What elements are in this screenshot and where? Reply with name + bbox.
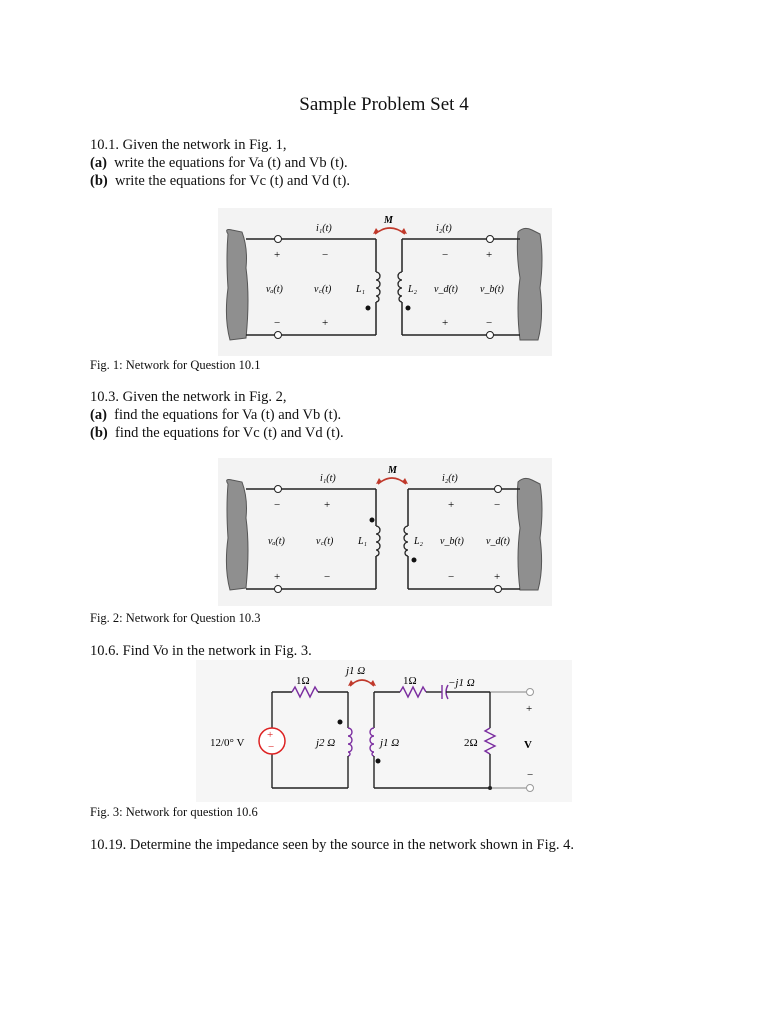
fig3-source-minus: − [268,741,275,753]
figure-3-caption: Fig. 3: Network for question 10.6 [90,805,258,819]
part-b-text: write the equations for Vc (t) and Vd (t). [114,173,351,189]
fig2-vb-label: v_b(t) [440,536,464,547]
fig2-M-label: M [388,465,397,476]
fig1-vc-label: v꜀(t) [314,284,332,295]
fig1-i1-label: i₁(t) [316,223,332,234]
fig3-l2-label: j1 Ω [380,737,400,749]
question-10-3-part-a [90,406,341,424]
fig2-plus-top-mid: + [324,499,331,511]
fig2-minus-top-right: − [494,499,501,511]
fig3-source-plus: + [267,729,274,741]
fig1-M-label: M [384,215,393,226]
part-a-label: (a) [90,155,107,171]
fig1-i2-label: i₂(t) [436,223,452,234]
fig3-vo-minus: − [527,769,534,781]
fig1-plus-bot-mid: + [322,317,329,329]
fig3-cap-label: −j1 Ω [448,677,475,689]
fig2-va-label: vₐ(t) [268,536,285,547]
question-10-6: 10.6. Find Vo in the network in Fig. 3. [90,643,312,659]
fig2-vc-label: v꜀(t) [316,536,334,547]
fig1-L1-label: L₁ [356,284,366,295]
question-10-19: 10.19. Determine the impedance seen by the source in the network shown in Fig. 4. [90,837,575,853]
fig1-vd-label: v_d(t) [434,284,458,295]
fig3-r2-label: 1Ω [403,675,417,687]
question-10-1-part-b [90,172,350,190]
fig2-vd-label: v_d(t) [486,536,510,547]
fig2-L2-label: L₂ [414,536,424,547]
part-a-label: (a) [90,407,107,423]
fig2-plus-top-mid2: + [448,499,455,511]
fig2-i2-label: i₂(t) [442,473,458,484]
part-b-label: (b) [90,173,108,189]
fig2-L1-label: L₁ [358,536,368,547]
fig2-minus-top-left: − [274,499,281,511]
fig3-r3-label: 2Ω [464,737,478,749]
fig3-mutual-label: j1 Ω [346,665,366,677]
fig2-plus-bot-right: + [494,571,501,583]
fig2-plus-bot-left: + [274,571,281,583]
figure-1-caption: Fig. 1: Network for Question 10.1 [90,358,261,372]
part-b-text: find the equations for Vc (t) and Vd (t). [114,425,344,441]
fig2-i1-label: i₁(t) [320,473,336,484]
fig1-minus-bot-right: − [486,317,493,329]
question-10-1-intro: 10.1. Given the network in Fig. 1, [90,137,287,153]
fig2-minus-bot-mid2: − [448,571,455,583]
figure-2-circuit [218,458,552,606]
question-10-1-part-a [90,154,348,172]
fig1-L2-label: L₂ [408,284,418,295]
fig1-va-label: vₐ(t) [266,284,283,295]
fig1-vb-label: v_b(t) [480,284,504,295]
fig1-plus-bot-mid2: + [442,317,449,329]
fig1-plus-top-right: + [486,249,493,261]
part-b-label: (b) [90,425,108,441]
fig3-vo-plus: + [526,703,533,715]
fig1-plus-top-left: + [274,249,281,261]
part-a-text: write the equations for Va (t) and Vb (t). [114,155,348,171]
figure-2-caption: Fig. 2: Network for Question 10.3 [90,611,261,625]
question-10-3-part-b [90,424,344,442]
fig2-minus-bot-mid: − [324,571,331,583]
part-a-text: find the equations for Va (t) and Vb (t). [114,407,342,423]
fig3-vo-label: V [524,739,532,751]
question-10-3-intro: 10.3. Given the network in Fig. 2, [90,389,287,405]
page-title: Sample Problem Set 4 [299,94,469,115]
fig3-r1-label: 1Ω [296,675,310,687]
figure-3-circuit [196,660,572,802]
fig1-minus-top-mid: − [322,249,329,261]
figure-1-circuit [218,208,552,356]
fig1-minus-top-mid2: − [442,249,449,261]
fig3-l1-label: j2 Ω [316,737,336,749]
fig3-source-label: 12/0° V [210,737,245,749]
fig1-minus-bot-left: − [274,317,281,329]
